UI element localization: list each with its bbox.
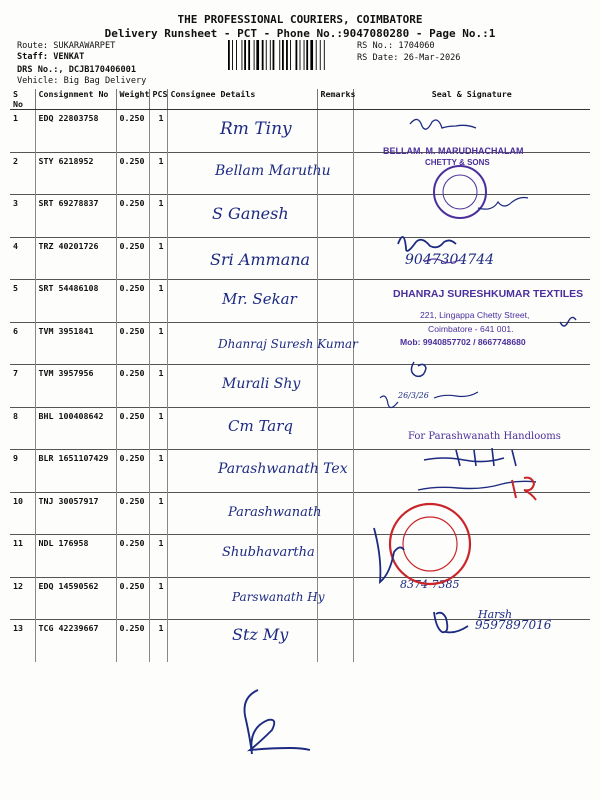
row-weight: 0.250	[116, 195, 149, 238]
barcode-bar	[256, 40, 259, 70]
row-pcs: 1	[149, 365, 167, 408]
row-remarks-cell	[317, 237, 353, 280]
row-consignment: TCG 42239667	[35, 620, 116, 662]
row-weight: 0.250	[116, 492, 149, 535]
col-pcs: PCS	[149, 89, 167, 110]
consignee-sign-3: S Ganesh	[212, 204, 289, 223]
parashwanath-stamp: For Parashwanath Handlooms	[408, 431, 561, 442]
barcode-bar	[306, 40, 308, 70]
staff-label: Staff: VENKAT	[17, 52, 85, 62]
row-seal-cell	[353, 407, 590, 450]
row-remarks-cell	[317, 280, 353, 323]
row-remarks-cell	[317, 365, 353, 408]
barcode-bar	[304, 40, 305, 70]
drs-label: DRS No.:, DCJB170406001	[17, 65, 136, 75]
barcode-bar	[316, 40, 317, 70]
row-seal-cell	[353, 450, 590, 493]
route-label: Route: SUKARAWARPET	[17, 41, 116, 51]
row-pcs: 1	[149, 450, 167, 493]
row-consignment: BLR 1651107429	[35, 450, 116, 493]
row-sno: 12	[10, 577, 35, 620]
barcode-bar	[236, 40, 237, 70]
table-row	[10, 407, 590, 450]
col-remarks: Remarks	[317, 89, 353, 110]
row-consignment: EDQ 14590562	[35, 577, 116, 620]
company-title: THE PROFESSIONAL COURIERS, COIMBATORE	[177, 13, 423, 26]
row-consignment: TVM 3957956	[35, 365, 116, 408]
dhanraj-stamp-addr1: 221, Lingappa Chetty Street,	[420, 310, 530, 320]
row-sno: 6	[10, 322, 35, 365]
row-sno: 2	[10, 152, 35, 195]
barcode-bar	[262, 40, 264, 70]
row-consignment: TNJ 30057917	[35, 492, 116, 535]
consignee-sign-13: Stz My	[232, 625, 289, 644]
consignee-sign-10: Parashwanath	[228, 505, 322, 520]
row-weight: 0.250	[116, 152, 149, 195]
col-sno: S No	[10, 89, 35, 110]
row-weight: 0.250	[116, 237, 149, 280]
row-pcs: 1	[149, 237, 167, 280]
bottom-signature	[245, 690, 311, 754]
barcode-bar	[228, 40, 230, 70]
row-consignment: SRT 69278837	[35, 195, 116, 238]
row-remarks-cell	[317, 195, 353, 238]
col-consignment: Consignment No	[35, 89, 116, 110]
consignee-sign-8: Cm Tarq	[228, 417, 294, 435]
row-remarks-cell	[317, 492, 353, 535]
row-weight: 0.250	[116, 110, 149, 153]
consignee-sign-5: Mr. Sekar	[222, 290, 297, 308]
barcode-bar	[270, 40, 271, 70]
row-consignment: TVM 3951841	[35, 322, 116, 365]
row-sno: 8	[10, 407, 35, 450]
barcode-bar	[279, 40, 280, 70]
dhanraj-stamp-addr2: Coimbatore - 641 001.	[428, 324, 514, 334]
barcode-bar	[290, 40, 291, 70]
consignee-sign-1: Rm Tiny	[220, 119, 292, 139]
row-remarks-cell	[317, 535, 353, 578]
row4-phone-handwritten: 9047304744	[405, 252, 495, 268]
barcode-bar	[296, 40, 298, 70]
row-sno: 9	[10, 450, 35, 493]
dhanraj-stamp-mobile: Mob: 9940857702 / 8667748680	[400, 337, 526, 347]
row-sno: 7	[10, 365, 35, 408]
bellam-stamp-sub: CHETTY & SONS	[425, 158, 490, 167]
dhanraj-stamp-name: DHANRAJ SURESHKUMAR TEXTILES	[393, 288, 584, 300]
consignee-sign-9: Parashwanath Tex	[218, 461, 348, 477]
row-seal-cell	[353, 620, 590, 662]
barcode-bar	[244, 40, 246, 70]
runsheet-title: Delivery Runsheet - PCT - Phone No.:9047080280 - Page No.:1	[104, 27, 496, 40]
col-consignee: Consignee Details	[167, 89, 317, 110]
bellam-stamp-name: BELLAM. M. MARUDHACHALAM	[383, 146, 524, 156]
barcode-bar	[300, 40, 301, 70]
row-weight: 0.250	[116, 535, 149, 578]
row-weight: 0.250	[116, 280, 149, 323]
consignee-sign-7: Murali Shy	[222, 376, 301, 392]
row13-name-handwritten: Harsh	[478, 608, 513, 621]
row-consignment: STY 6218952	[35, 152, 116, 195]
rs-date: RS Date: 26-Mar-2026	[357, 53, 461, 63]
col-weight: Weight	[116, 89, 149, 110]
row-consignment: TRZ 40201726	[35, 237, 116, 280]
row-sno: 1	[10, 110, 35, 153]
row-seal-cell	[353, 577, 590, 620]
barcode-bar	[320, 40, 321, 70]
row-pcs: 1	[149, 577, 167, 620]
barcode-bar	[310, 40, 313, 70]
row-pcs: 1	[149, 492, 167, 535]
row-pcs: 1	[149, 535, 167, 578]
consignee-sign-4: Sri Ammana	[210, 250, 311, 269]
barcode	[228, 40, 353, 70]
row12-phone-handwritten: 8374 7385	[400, 578, 460, 591]
barcode-bar	[232, 40, 233, 70]
barcode-bar	[248, 40, 250, 70]
row-pcs: 1	[149, 195, 167, 238]
consignee-sign-12: Parswanath Hy	[232, 590, 325, 604]
row-pcs: 1	[149, 322, 167, 365]
col-seal: Seal & Signature	[353, 89, 590, 110]
barcode-bar	[254, 40, 255, 70]
row-weight: 0.250	[116, 620, 149, 662]
row-seal-cell	[353, 492, 590, 535]
row-weight: 0.250	[116, 322, 149, 365]
row-sno: 10	[10, 492, 35, 535]
table-row	[10, 195, 590, 238]
vehicle-label: Vehicle: Big Bag Delivery	[17, 76, 147, 86]
consignee-sign-6: Dhanraj Suresh Kumar	[218, 337, 358, 351]
row-weight: 0.250	[116, 577, 149, 620]
rs-number: RS No.: 1704060	[357, 41, 435, 51]
barcode-bar	[286, 40, 288, 70]
row8-date-handwritten: 26/3/26	[398, 391, 429, 400]
row-remarks-cell	[317, 110, 353, 153]
row-pcs: 1	[149, 407, 167, 450]
row-weight: 0.250	[116, 450, 149, 493]
barcode-bar	[282, 40, 284, 70]
row-consignment: EDQ 22803758	[35, 110, 116, 153]
row-remarks-cell	[317, 620, 353, 662]
row-consignment: SRT 54486108	[35, 280, 116, 323]
row-seal-cell	[353, 365, 590, 408]
row-weight: 0.250	[116, 365, 149, 408]
barcode-bar	[324, 40, 325, 70]
row-seal-cell	[353, 195, 590, 238]
barcode-bar	[273, 40, 275, 70]
barcode-bar	[242, 40, 243, 70]
row-seal-cell	[353, 535, 590, 578]
row-sno: 4	[10, 237, 35, 280]
row-sno: 3	[10, 195, 35, 238]
barcode-bar	[266, 40, 267, 70]
row-pcs: 1	[149, 152, 167, 195]
row13-phone-handwritten: 9597897016	[475, 618, 552, 632]
row-pcs: 1	[149, 280, 167, 323]
consignee-sign-11: Shubhavartha	[222, 545, 315, 560]
table-header-row	[10, 89, 590, 110]
row-weight: 0.250	[116, 407, 149, 450]
row-consignment: NDL 176958	[35, 535, 116, 578]
row-consignment: BHL 100408642	[35, 407, 116, 450]
row-sno: 13	[10, 620, 35, 662]
row-sno: 5	[10, 280, 35, 323]
row-remarks-cell	[317, 407, 353, 450]
row-sno: 11	[10, 535, 35, 578]
row-pcs: 1	[149, 110, 167, 153]
consignee-sign-2: Bellam Maruthu	[215, 163, 331, 179]
row-pcs: 1	[149, 620, 167, 662]
